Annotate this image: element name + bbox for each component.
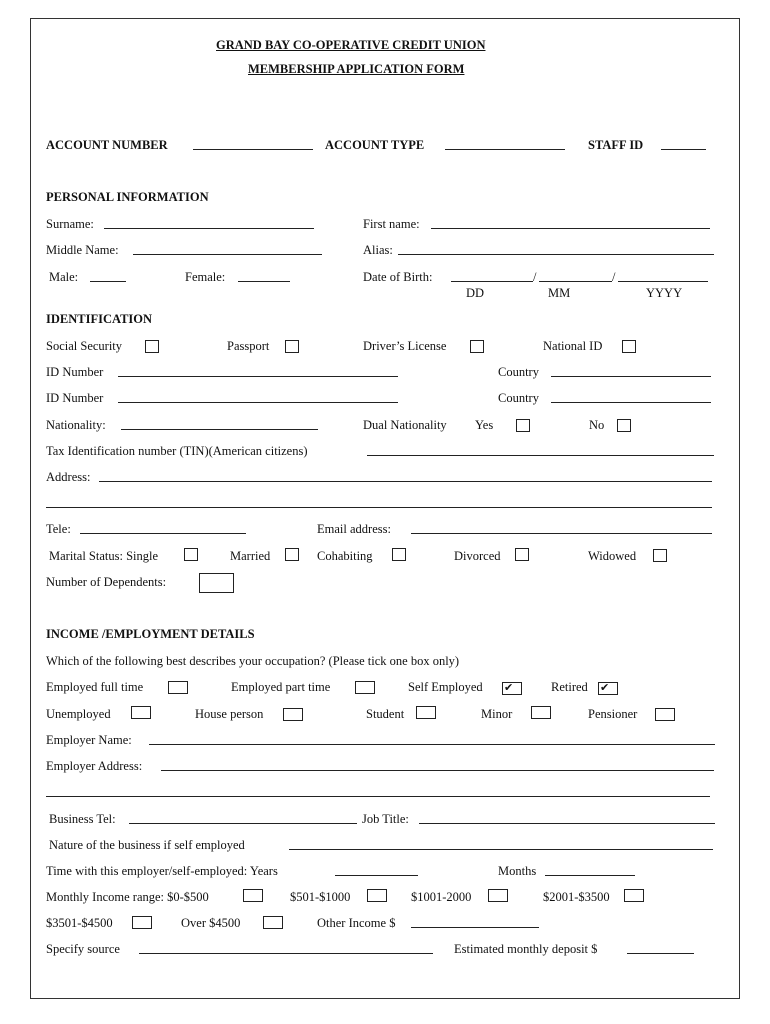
widowed-label: Widowed [588, 549, 637, 563]
social-security-label: Social Security [46, 339, 123, 353]
other-income-label: Other Income $ [317, 916, 396, 930]
dob-dd-field[interactable] [451, 281, 533, 282]
self-employed-checkbox[interactable] [502, 682, 522, 695]
years-field[interactable] [335, 875, 418, 876]
tin-label: Tax Identification number (TIN)(American citizens) [46, 444, 308, 458]
account-type-label: ACCOUNT TYPE [325, 138, 425, 152]
self-employed-label: Self Employed [408, 680, 483, 694]
job-title-field[interactable] [419, 823, 715, 824]
married-checkbox[interactable] [285, 548, 299, 561]
male-field[interactable] [90, 281, 126, 282]
middle-name-label: Middle Name: [46, 243, 119, 257]
dual-nationality-label: Dual Nationality [363, 418, 447, 432]
identification-heading: IDENTIFICATION [46, 312, 153, 326]
email-field[interactable] [411, 533, 712, 534]
country-2-field[interactable] [551, 402, 711, 403]
country-1-label: Country [498, 365, 539, 379]
staff-id-field[interactable] [661, 149, 706, 150]
student-label: Student [366, 707, 405, 721]
middle-name-field[interactable] [133, 254, 322, 255]
specify-source-field[interactable] [139, 953, 433, 954]
dual-yes-label: Yes [475, 418, 494, 432]
other-income-field[interactable] [411, 927, 539, 928]
id-number-2-field[interactable] [118, 402, 398, 403]
employer-name-label: Employer Name: [46, 733, 132, 747]
drivers-license-checkbox[interactable] [470, 340, 484, 353]
nature-business-field[interactable] [289, 849, 713, 850]
dob-yyyy-label: YYYY [646, 286, 683, 300]
employed-full-checkbox[interactable] [168, 681, 188, 694]
tele-label: Tele: [46, 522, 71, 536]
dob-label: Date of Birth: [363, 270, 433, 284]
employer-address-label: Employer Address: [46, 759, 143, 773]
social-security-checkbox[interactable] [145, 340, 159, 353]
income-heading: INCOME /EMPLOYMENT DETAILS [46, 627, 255, 641]
minor-checkbox[interactable] [531, 706, 551, 719]
address-field-1[interactable] [99, 481, 712, 482]
id-number-1-field[interactable] [118, 376, 398, 377]
dob-sep-1: / [533, 270, 537, 284]
over-4500-label: Over $4500 [181, 916, 241, 930]
dual-no-checkbox[interactable] [617, 419, 631, 432]
surname-label: Surname: [46, 217, 94, 231]
widowed-checkbox[interactable] [653, 549, 667, 562]
months-field[interactable] [545, 875, 635, 876]
id-number-1-label: ID Number [46, 365, 104, 379]
single-checkbox[interactable] [184, 548, 198, 561]
specify-source-label: Specify source [46, 942, 120, 956]
staff-id-label: STAFF ID [588, 138, 644, 152]
student-checkbox[interactable] [416, 706, 436, 719]
alias-field[interactable] [398, 254, 714, 255]
nature-business-label: Nature of the business if self employed [49, 838, 245, 852]
nationality-label: Nationality: [46, 418, 106, 432]
estimated-deposit-field[interactable] [627, 953, 694, 954]
business-tel-label: Business Tel: [49, 812, 116, 826]
pensioner-label: Pensioner [588, 707, 638, 721]
female-field[interactable] [238, 281, 290, 282]
unemployed-checkbox[interactable] [131, 706, 151, 719]
male-label: Male: [49, 270, 79, 284]
address-label: Address: [46, 470, 91, 484]
employed-part-checkbox[interactable] [355, 681, 375, 694]
nationality-field[interactable] [121, 429, 318, 430]
tin-field[interactable] [367, 455, 714, 456]
passport-label: Passport [227, 339, 270, 353]
pensioner-checkbox[interactable] [655, 708, 675, 721]
business-tel-field[interactable] [129, 823, 357, 824]
first-name-field[interactable] [431, 228, 710, 229]
estimated-deposit-label: Estimated monthly deposit $ [454, 942, 598, 956]
income-501-checkbox[interactable] [367, 889, 387, 902]
marital-single-label: Marital Status: Single [49, 549, 159, 563]
email-label: Email address: [317, 522, 391, 536]
divorced-checkbox[interactable] [515, 548, 529, 561]
dob-sep-2: / [612, 270, 616, 284]
retired-checkbox[interactable] [598, 682, 618, 695]
female-label: Female: [185, 270, 226, 284]
first-name-label: First name: [363, 217, 420, 231]
cohabiting-label: Cohabiting [317, 549, 373, 563]
national-id-checkbox[interactable] [622, 340, 636, 353]
house-person-label: House person [195, 707, 264, 721]
occupation-question: Which of the following best describes your occupation? (Please tick one box only) [46, 654, 460, 668]
personal-heading: PERSONAL INFORMATION [46, 190, 209, 204]
dependents-label: Number of Dependents: [46, 575, 167, 589]
employed-part-label: Employed part time [231, 680, 331, 694]
employer-name-field[interactable] [149, 744, 715, 745]
married-label: Married [230, 549, 271, 563]
dob-dd-label: DD [466, 286, 485, 300]
months-label: Months [498, 864, 537, 878]
id-number-2-label: ID Number [46, 391, 104, 405]
over-4500-checkbox[interactable] [263, 916, 283, 929]
dob-yyyy-field[interactable] [618, 281, 708, 282]
income-3501-label: $3501-$4500 [46, 916, 113, 930]
divorced-label: Divorced [454, 549, 501, 563]
account-number-field[interactable] [193, 149, 313, 150]
income-2001-label: $2001-$3500 [543, 890, 610, 904]
dob-mm-field[interactable] [539, 281, 612, 282]
cohabiting-checkbox[interactable] [392, 548, 406, 561]
income-501-label: $501-$1000 [290, 890, 351, 904]
dual-no-label: No [589, 418, 605, 432]
retired-label: Retired [551, 680, 588, 694]
job-title-label: Job Title: [362, 812, 409, 826]
dependents-field[interactable] [199, 573, 234, 593]
surname-field[interactable] [104, 228, 314, 229]
employed-full-label: Employed full time [46, 680, 144, 694]
time-employer-label: Time with this employer/self-employed: Years [46, 864, 278, 878]
house-person-checkbox[interactable] [283, 708, 303, 721]
employer-address-field-1[interactable] [161, 770, 714, 771]
income-1001-label: $1001-2000 [411, 890, 472, 904]
passport-checkbox[interactable] [285, 340, 299, 353]
tele-field[interactable] [80, 533, 246, 534]
account-type-field[interactable] [445, 149, 565, 150]
alias-label: Alias: [363, 243, 393, 257]
dual-yes-checkbox[interactable] [516, 419, 530, 432]
account-number-label: ACCOUNT NUMBER [46, 138, 168, 152]
org-name: GRAND BAY CO-OPERATIVE CREDIT UNION [216, 38, 486, 52]
income-2001-checkbox[interactable] [624, 889, 644, 902]
dob-mm-label: MM [548, 286, 571, 300]
country-2-label: Country [498, 391, 539, 405]
income-0-500-checkbox[interactable] [243, 889, 263, 902]
unemployed-label: Unemployed [46, 707, 111, 721]
form-title: MEMBERSHIP APPLICATION FORM [248, 62, 465, 76]
employer-address-field-2[interactable] [46, 796, 710, 797]
national-id-label: National ID [543, 339, 603, 353]
minor-label: Minor [481, 707, 513, 721]
address-field-2[interactable] [46, 507, 712, 508]
income-1001-checkbox[interactable] [488, 889, 508, 902]
income-3501-checkbox[interactable] [132, 916, 152, 929]
drivers-license-label: Driver’s License [363, 339, 447, 353]
income-0-500-label: Monthly Income range: $0-$500 [46, 890, 209, 904]
country-1-field[interactable] [551, 376, 711, 377]
